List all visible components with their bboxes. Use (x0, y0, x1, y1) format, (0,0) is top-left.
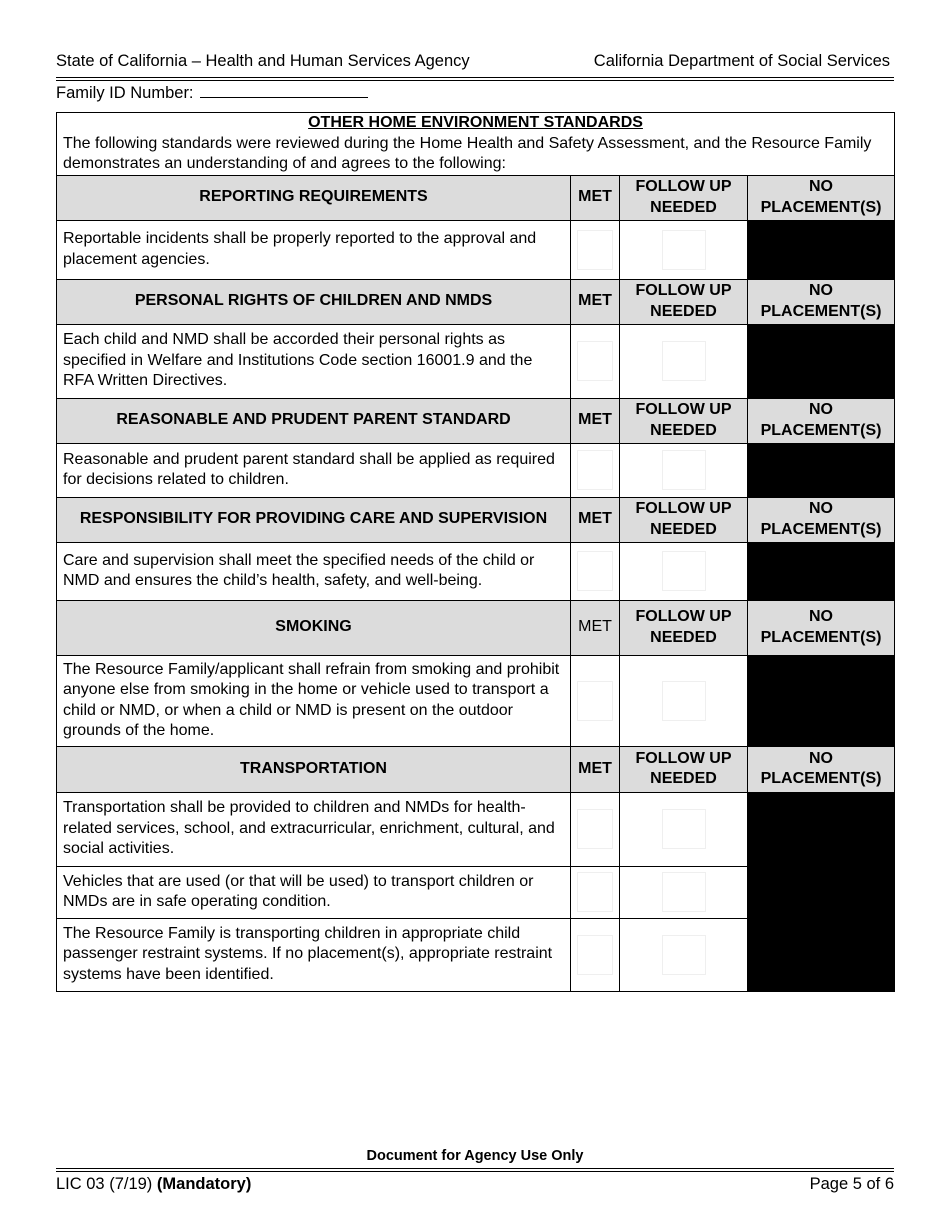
met-cell (571, 324, 620, 398)
standard-text: The Resource Family/applicant shall refrain from smoking and prohibit anyone else from smoking in the home or vehicle used to transport a child or NMD, or when a child or NMD is present on the outdoor grounds of the home. (57, 655, 571, 746)
follow-up-checkbox[interactable] (662, 872, 706, 912)
standards-table (56, 112, 895, 992)
standard-text: Vehicles that are used (or that will be used) to transport children or NMDs are in safe operating condition. (57, 866, 571, 918)
met-checkbox[interactable] (577, 551, 613, 591)
mandatory-label: (Mandatory) (156, 1175, 252, 1193)
column-follow-up: FOLLOW UP NEEDED (620, 398, 748, 443)
follow-up-checkbox[interactable] (662, 450, 706, 490)
met-checkbox[interactable] (577, 872, 613, 912)
column-no-placement: NO PLACEMENT(S) (748, 497, 895, 542)
met-checkbox[interactable] (577, 681, 613, 721)
column-met: MET (571, 175, 620, 220)
met-checkbox[interactable] (577, 230, 613, 270)
standard-text: Reasonable and prudent parent standard shall be applied as required for decisions related to children. (57, 443, 571, 497)
met-cell (571, 542, 620, 600)
column-follow-up: FOLLOW UP NEEDED (620, 600, 748, 655)
met-cell (571, 655, 620, 746)
family-id-field (56, 83, 368, 103)
follow-up-checkbox[interactable] (662, 935, 706, 975)
column-follow-up: FOLLOW UP NEEDED (620, 175, 748, 220)
no-placement-cell (748, 443, 895, 497)
column-no-placement: NO PLACEMENT(S) (748, 600, 895, 655)
section-title: PERSONAL RIGHTS OF CHILDREN AND NMDS (57, 279, 571, 324)
page-number: Page 5 of 6 (809, 1175, 894, 1193)
footer-rule (56, 1168, 894, 1169)
section-title: RESPONSIBILITY FOR PROVIDING CARE AND SUPERVISION (57, 497, 571, 542)
met-cell (571, 220, 620, 279)
no-placement-cell (748, 542, 895, 600)
form-number (56, 1175, 251, 1194)
met-checkbox[interactable] (577, 809, 613, 849)
follow-up-checkbox[interactable] (662, 341, 706, 381)
family-id-label: Family ID Number: (56, 84, 194, 102)
column-no-placement: NO PLACEMENT(S) (748, 175, 895, 220)
follow-up-cell (620, 792, 748, 866)
section-title: REPORTING REQUIREMENTS (57, 175, 571, 220)
standard-row (57, 655, 895, 746)
standard-text: Reportable incidents shall be properly reported to the approval and placement agencies. (57, 220, 571, 279)
standard-text: Each child and NMD shall be accorded their personal rights as specified in Welfare and Institutions Code section 16001.9 and the RFA Written Directives. (57, 324, 571, 398)
footer-rule (56, 1171, 894, 1172)
no-placement-cell (748, 792, 895, 991)
header-rule (56, 80, 894, 81)
section-title: REASONABLE AND PRUDENT PARENT STANDARD (57, 398, 571, 443)
standard-text: The Resource Family is transporting children in appropriate child passenger restraint systems. If no placement(s), appropriate restraint systems have been identified. (57, 918, 571, 991)
standard-row (57, 792, 895, 866)
column-no-placement: NO PLACEMENT(S) (748, 279, 895, 324)
standard-text: Transportation shall be provided to children and NMDs for health-related services, school, and extracurricular, enrichment, cultural, and social activities. (57, 792, 571, 866)
column-met: MET (571, 600, 620, 655)
header-rule (56, 77, 894, 78)
met-cell (571, 792, 620, 866)
intro-cell (57, 113, 895, 176)
section-header (57, 497, 895, 542)
follow-up-cell (620, 324, 748, 398)
column-follow-up: FOLLOW UP NEEDED (620, 746, 748, 792)
column-met: MET (571, 497, 620, 542)
column-follow-up: FOLLOW UP NEEDED (620, 497, 748, 542)
section-header (57, 398, 895, 443)
follow-up-checkbox[interactable] (662, 230, 706, 270)
section-header (57, 175, 895, 220)
intro-row (57, 113, 895, 176)
no-placement-cell (748, 220, 895, 279)
department-name: California Department of Social Services (593, 52, 890, 70)
follow-up-checkbox[interactable] (662, 551, 706, 591)
met-cell (571, 918, 620, 991)
column-follow-up: FOLLOW UP NEEDED (620, 279, 748, 324)
follow-up-cell (620, 655, 748, 746)
column-met: MET (571, 279, 620, 324)
column-met: MET (571, 746, 620, 792)
agency-use-note: Document for Agency Use Only (366, 1148, 584, 1164)
agency-name: State of California – Health and Human Services Agency (56, 52, 470, 70)
intro-text: The following standards were reviewed during the Home Health and Safety Assessment, and the Resource Family demonstrates an understanding of and agrees to the following: (63, 134, 872, 172)
standard-text: Care and supervision shall meet the specified needs of the child or NMD and ensures the child’s health, safety, and well-being. (57, 542, 571, 600)
standard-row (57, 324, 895, 398)
column-no-placement: NO PLACEMENT(S) (748, 746, 895, 792)
follow-up-cell (620, 542, 748, 600)
met-checkbox[interactable] (577, 341, 613, 381)
follow-up-cell (620, 443, 748, 497)
met-cell (571, 866, 620, 918)
met-cell (571, 443, 620, 497)
section-header (57, 600, 895, 655)
met-checkbox[interactable] (577, 935, 613, 975)
follow-up-checkbox[interactable] (662, 809, 706, 849)
section-header (57, 746, 895, 792)
section-title: SMOKING (57, 600, 571, 655)
no-placement-cell (748, 655, 895, 746)
column-no-placement: NO PLACEMENT(S) (748, 398, 895, 443)
section-title: TRANSPORTATION (57, 746, 571, 792)
form-code: LIC 03 (7/19) (56, 1175, 153, 1193)
section-header (57, 279, 895, 324)
column-met: MET (571, 398, 620, 443)
follow-up-cell (620, 220, 748, 279)
follow-up-cell (620, 866, 748, 918)
standard-row (57, 443, 895, 497)
met-checkbox[interactable] (577, 450, 613, 490)
no-placement-cell (748, 324, 895, 398)
follow-up-checkbox[interactable] (662, 681, 706, 721)
standard-row (57, 542, 895, 600)
follow-up-cell (620, 918, 748, 991)
family-id-input[interactable] (200, 83, 368, 98)
section-title: OTHER HOME ENVIRONMENT STANDARDS (308, 114, 643, 131)
standard-row (57, 220, 895, 279)
